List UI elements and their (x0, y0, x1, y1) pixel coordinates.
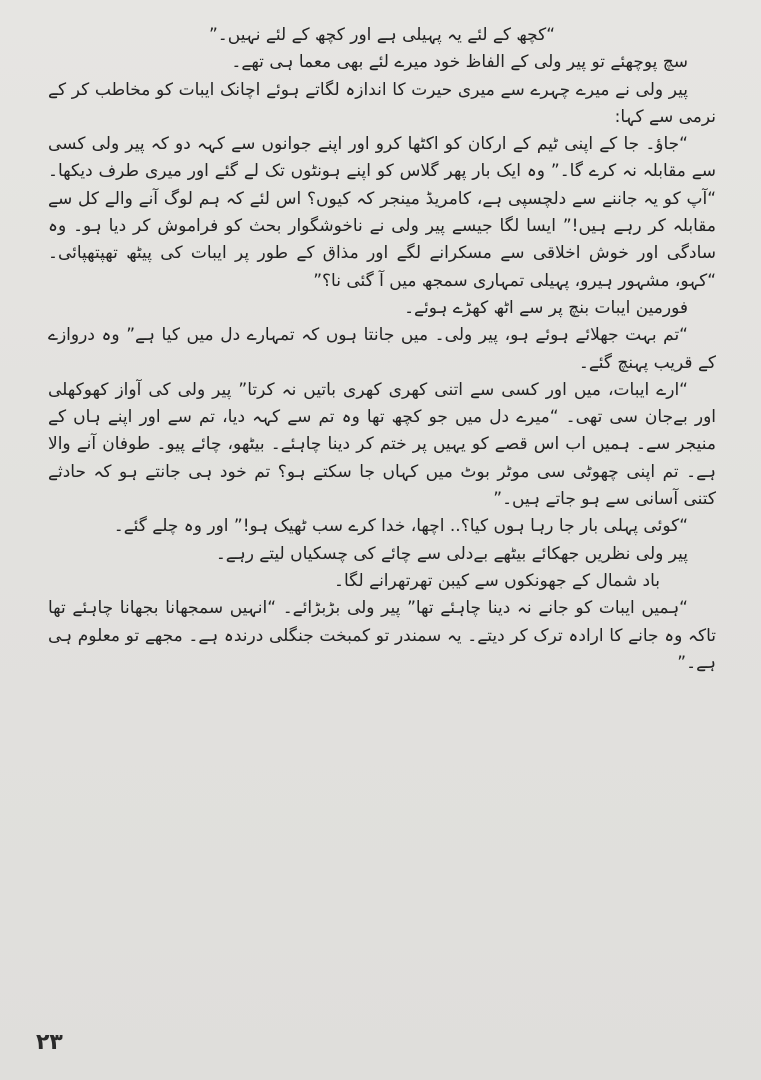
paragraph-1: “کچھ کے لئے یہ پہیلی ہے اور کچھ کے لئے نہیں۔” (208, 25, 556, 45)
paragraph-2: سچ پوچھئے تو پیر ولی کے الفاظ خود میرے لئے بھی معما ہی تھے۔ (231, 52, 688, 73)
paragraph-10: باد شمال کے جھونکوں سے کیبن تھرتھرانے لگا۔ (334, 570, 660, 591)
paragraph-6: “تم بہت جھلائے ہوئے ہو، پیر ولی۔ میں جانتا ہوں کہ تمہارے دل میں کیا ہے” وہ دروازے کے قریب پہنچ گئے۔ (48, 325, 716, 373)
paragraph-11: “ہمیں ایبات کو جانے نہ دینا چاہئے تھا” پیر ولی بڑبڑائے۔ “انہیں سمجھانا بجھانا چاہئے تھا تاکہ وہ جانے کا ارادہ ترک کر دیتے۔ یہ سمندر تو کمبخت جنگلی درندہ ہے۔ مجھے تو معلوم ہی ہے۔” (48, 598, 716, 673)
paragraph-9: پیر ولی نظریں جھکائے بیٹھے بےدلی سے چائے کی چسکیاں لیتے رہے۔ (215, 543, 688, 564)
page-text (48, 22, 716, 677)
paragraph-4: “جاؤ۔ جا کے اپنی ٹیم کے ارکان کو اکٹھا کرو اور اپنے جوانوں سے کہہ دو کہ پیر ولی کسی سے مقابلہ نہ کرے گا۔” وہ ایک بار پھر گلاس کو اپنے ہونٹوں تک لے گئے اور میری طرف دیکھا۔ “آپ کو یہ جاننے سے دلچسپی ہے، کامریڈ مینجر کہ کیوں؟ اس لئے کہ ہم لوگ آنے والے کل سے مقابلہ کر رہے ہیں!” ایسا لگا جیسے پیر ولی نے ناخوشگوار بحث کو فراموش کر دیا ہو۔ وہ سادگی اور خوش اخلاقی سے مسکرانے لگے اور مذاق کے طور پر ایبات کی پیٹھ تھپتھپائی۔ “کہو، مشہور ہیرو، پہیلی تمہاری سمجھ میں آ گئی نا؟” (48, 134, 716, 291)
paragraph-5: فورمین ایبات بنچ پر سے اٹھ کھڑے ہوئے۔ (404, 297, 688, 318)
paragraph-7: “ارے ایبات، میں اور کسی سے اتنی کھری کھری باتیں نہ کرتا” پیر ولی کی آواز کھوکھلی اور بےجان سی تھی۔ “میرے دل میں جو کچھ تھا وہ تم سے کہہ دیا، تم سے اور اپنے ہاں کے منیجر سے۔ ہمیں اب اس قصے کو یہیں پر ختم کر دینا چاہئے۔ بیٹھو، چائے پیو۔ طوفان آنے والا ہے۔ تم اپنی چھوٹی سی موٹر بوٹ میں کہاں جا سکتے ہو؟ تم خود ہی جانتے ہو کہ حادثے کتنی آسانی سے ہو جاتے ہیں۔” (48, 379, 716, 510)
paragraph-8: “کوئی پہلی بار جا رہا ہوں کیا؟.. اچھا، خدا کرے سب ٹھیک ہو!” اور وہ چلے گئے۔ (113, 516, 688, 537)
page-number: ۲۳ (36, 1030, 63, 1055)
paragraph-3: پیر ولی نے میرے چہرے سے میری حیرت کا اندازہ لگاتے ہوئے اچانک ایبات کو مخاطب کر کے نرمی سے کہا: (48, 79, 716, 127)
